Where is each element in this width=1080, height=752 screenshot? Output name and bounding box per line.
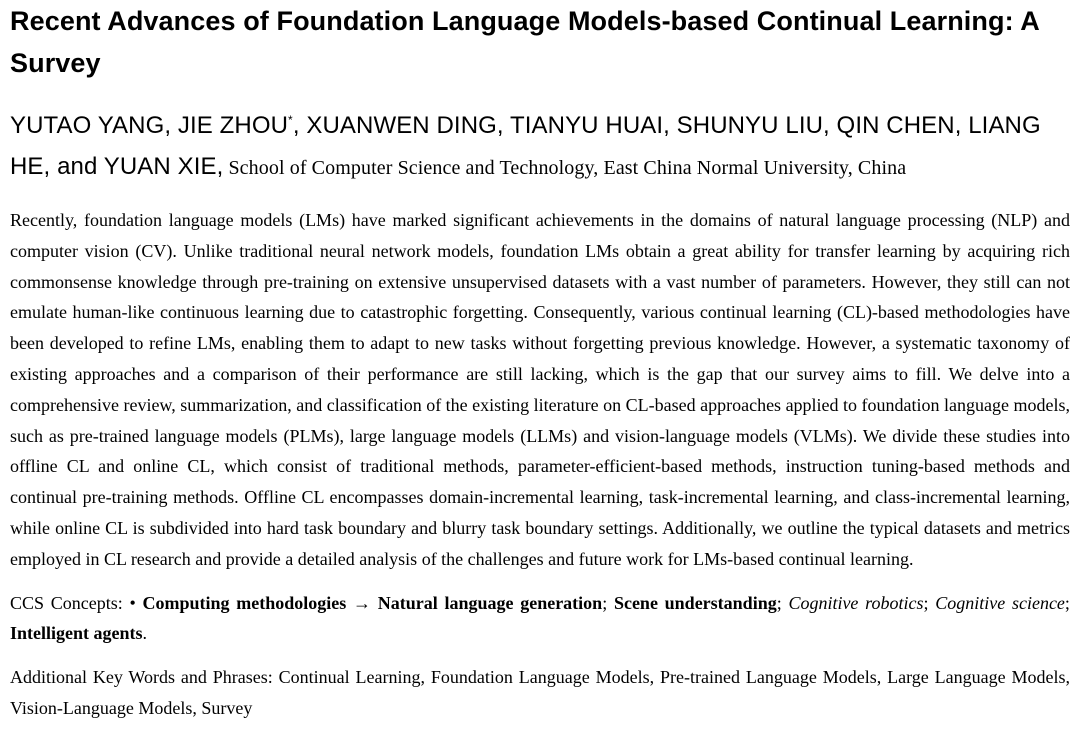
author-list [10,105,1070,189]
ccs-concept: Computing methodologies [142,592,347,613]
keywords: Additional Key Words and Phrases: Continual Learning, Foundation Language Models, Pre-trained Language Models, Large Language Models, Vision-Language Models, Survey [10,667,1070,718]
ccs-concept: Intelligent agents [10,623,143,644]
paper-title: Recent Advances of Foundation Language Models-based Continual Learning: A Survey [10,6,1039,78]
ccs-arrow: → [346,592,378,613]
authors-rest: , XUANWEN DING, TIANYU HUAI, SHUNYU LIU, QIN CHEN, LIANG HE, and YUAN XIE, [10,112,1041,180]
corresponding-author-mark: * [288,113,293,127]
ccs-concept: Natural language generation [377,592,603,613]
ccs-end: . [142,623,147,644]
ccs-separator: ; [602,592,614,613]
abstract: Recently, foundation language models (LMs) have marked significant achievements in the domains of natural language processing (NLP) and computer vision (CV). Unlike traditional neural network models, foundation LMs obtain a great ability for transfer learning by acquiring rich commonsense knowledge through pre-training on extensive unsupervised datasets with a vast number of parameters. However, they still can not emulate human-like continuous learning due to catastrophic forgetting. Consequently, various continual learning (CL)-based methodologies have been developed to refine LMs, enabling them to adapt to new tasks without forgetting previous knowledge. However, a systematic taxonomy of existing approaches and a comparison of their performance are still lacking, which is the gap that our survey aims to fill. We delve into a comprehensive review, summarization, and classification of the existing literature on CL-based approaches applied to foundation language models, such as pre-trained language models (PLMs), large language models (LLMs) and vision-language models (VLMs). We divide these studies into offline CL and online CL, which consist of traditional methods, parameter-efficient-based methods, instruction tuning-based methods and continual pre-training methods. Offline CL encompasses domain-incremental learning, task-incremental learning, and class-incremental learning, while online CL is subdivided into hard task boundary and blurry task boundary settings. Additionally, we outline the typical datasets and metrics employed in CL research and provide a detailed analysis of the challenges and future work for LMs-based continual learning. [10,210,1070,569]
ccs-separator: ; [776,592,789,613]
ccs-concept: Cognitive robotics [788,592,924,613]
ccs-concepts [10,588,1070,650]
affiliation: School of Computer Science and Technology, East China Normal University, China [223,157,907,179]
ccs-separator: ; [1064,592,1070,613]
authors-first: YUTAO YANG, JIE ZHOU [10,112,289,139]
ccs-concept: Scene understanding [613,592,777,613]
ccs-concept: Cognitive science [935,592,1065,613]
ccs-separator: ; [923,592,936,613]
ccs-prefix: CCS Concepts: • [10,592,143,613]
